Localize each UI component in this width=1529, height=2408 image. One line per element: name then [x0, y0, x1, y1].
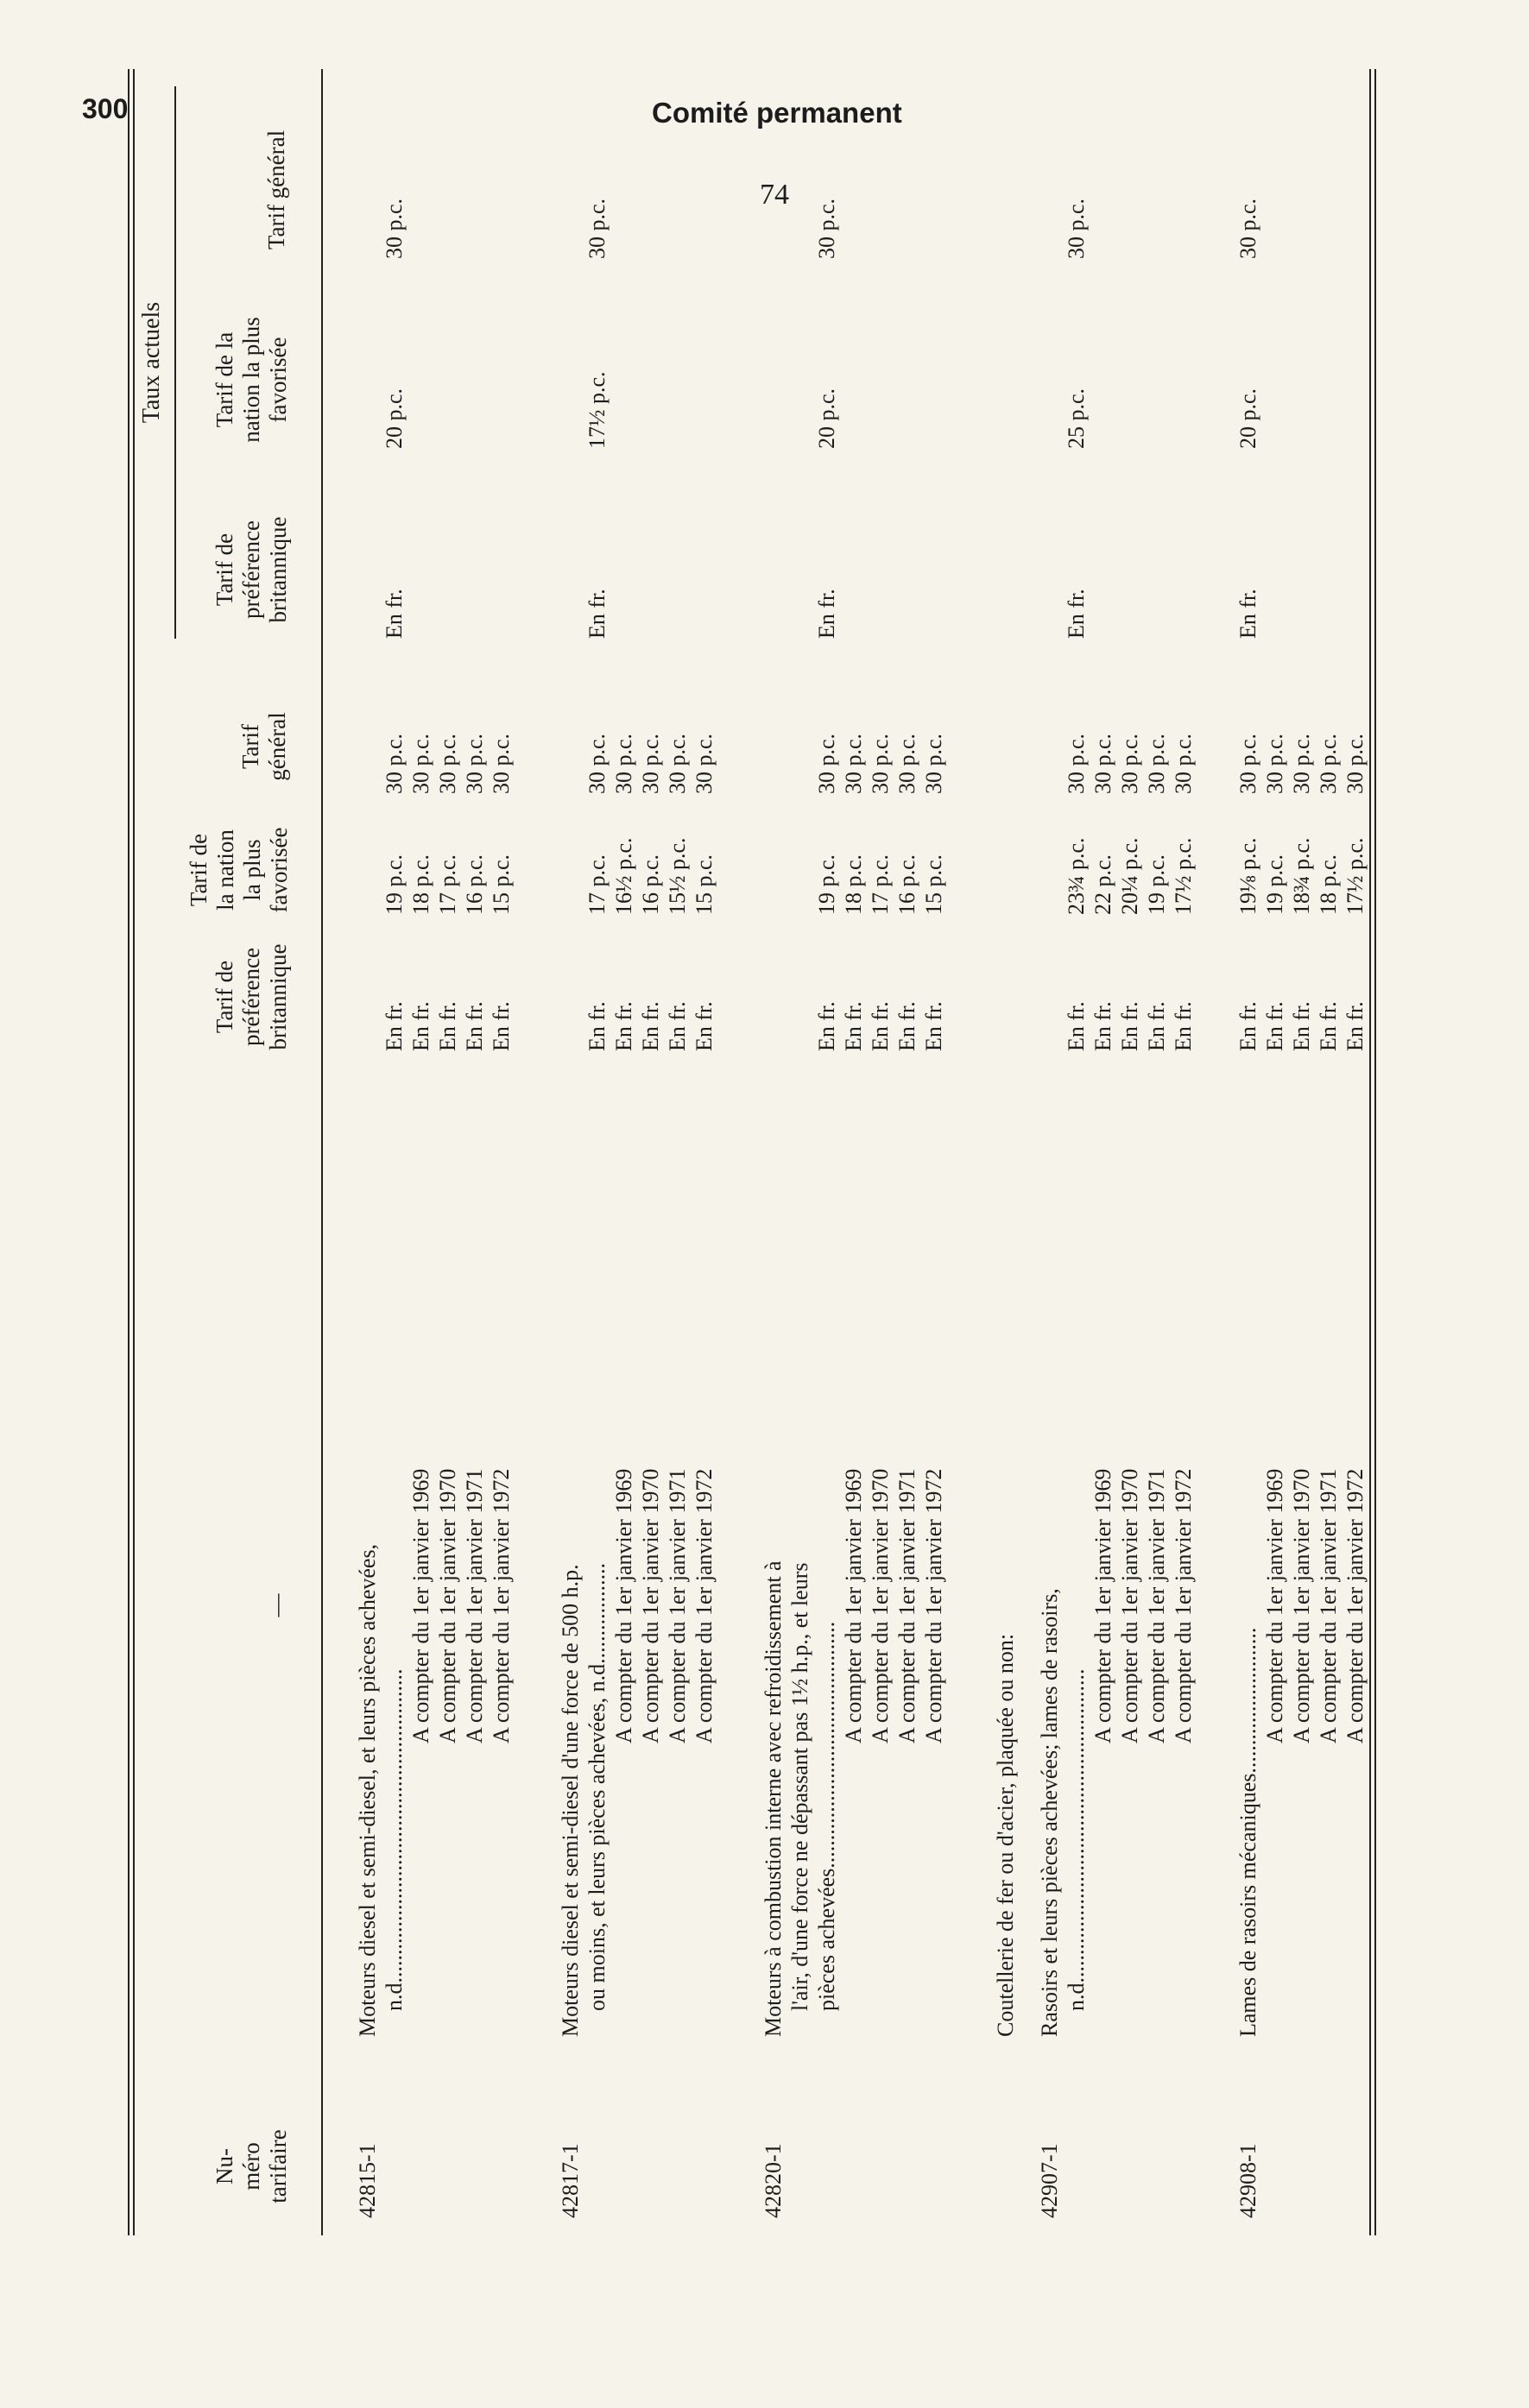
page-number: 300	[82, 93, 129, 124]
col-nation: 17 p.c. 16½ p.c. 16 p.c. 15½ p.c. 15 p.c.	[584, 837, 717, 915]
col-brit: En fr. En fr. En fr. En fr. En fr.	[382, 1001, 514, 1051]
col-taux-brit: En fr.	[1235, 589, 1260, 639]
header-dash: —	[263, 1593, 289, 1617]
row-description: Moteurs diesel et semi-diesel, et leurs pièces achevées, n.d........................................................ A compter du 1er janvier 1969 A compter du 1er janvier 1970 A compter du 1er janvier 1971 A compter du 1er janvier 1972	[355, 1468, 514, 2037]
col-taux-brit: En fr.	[1064, 589, 1089, 639]
col-brit: En fr. En fr. En fr. En fr. En fr.	[814, 1001, 946, 1051]
header-num: Nu- méro tarifaire	[212, 2129, 291, 2203]
tariff-number: 42815-1	[355, 2143, 380, 2218]
header-taux-general: Tarif général	[263, 129, 289, 250]
col-taux-nation: 20 p.c.	[814, 388, 839, 449]
section-heading: Coutellerie de fer ou d'acier, plaquée ou non:	[993, 1633, 1018, 2037]
col-taux-general: 30 p.c.	[1064, 198, 1089, 259]
tariff-number: 42907-1	[1037, 2143, 1062, 2218]
col-brit: En fr. En fr. En fr. En fr. En fr.	[1235, 1001, 1368, 1051]
table-number: 74	[760, 179, 789, 211]
row-description: Moteurs à combustion interne avec refroidissement à l'air, d'une force ne dépassant pas 1½ h.p., et leurs pièces achevées............................................ A compter du 1er janvier 1969 A compter du 1er janvier 1970 A compter du 1er janvier 1971 A compter du 1er janvier 1972	[761, 1468, 946, 2037]
col-taux-general: 30 p.c.	[584, 198, 610, 259]
tariff-number: 42908-1	[1235, 2143, 1260, 2218]
col-taux-brit: En fr.	[584, 589, 610, 639]
tariff-table	[121, 69, 1381, 2235]
taux-underline	[174, 86, 176, 639]
col-taux-general: 30 p.c.	[1235, 198, 1260, 259]
col-nation: 19 p.c. 18 p.c. 17 p.c. 16 p.c. 15 p.c.	[814, 854, 946, 915]
col-nation: 23¾ p.c. 22 p.c. 20¼ p.c. 19 p.c. 17½ p.c.	[1064, 837, 1196, 915]
col-brit: En fr. En fr. En fr. En fr. En fr.	[1064, 1001, 1196, 1051]
header-general: Tarif général	[237, 712, 290, 781]
table-top-rule-2	[133, 69, 135, 2235]
header-bottom-rule	[321, 69, 323, 2235]
table-bottom-rule	[1369, 69, 1371, 2235]
header-taux-nation: Tarif de la nation la plus favorisée	[212, 317, 291, 443]
col-taux-nation: 20 p.c.	[1235, 388, 1260, 449]
row-description: Rasoirs et leurs pièces achevées; lames de rasoirs, n.d........................................................ A compter du 1er janvier 1969 A compter du 1er janvier 1970 A compter du 1er janvier 1971 A compter du 1er janvier 1972	[1037, 1468, 1196, 2037]
col-nation: 19⅛ p.c. 19 p.c. 18¾ p.c. 18 p.c. 17½ p.c.	[1235, 837, 1368, 915]
header-taux-actuels: Taux actuels	[138, 301, 165, 424]
col-nation: 19 p.c. 18 p.c. 17 p.c. 16 p.c. 15 p.c.	[382, 854, 514, 915]
col-general: 30 p.c. 30 p.c. 30 p.c. 30 p.c. 30 p.c.	[1064, 733, 1196, 794]
col-taux-nation: 25 p.c.	[1064, 388, 1089, 449]
col-taux-nation: 17½ p.c.	[584, 371, 610, 449]
table-top-rule	[128, 69, 130, 2235]
col-general: 30 p.c. 30 p.c. 30 p.c. 30 p.c. 30 p.c.	[584, 733, 717, 794]
row-description: Moteurs diesel et semi-diesel d'une force de 500 h.p. ou moins, et leurs pièces achevées, n.d.................. A compter du 1er janvier 1969 A compter du 1er janvier 1970 A compter du 1er janvier 1971 A compter du 1er janvier 1972	[558, 1468, 717, 2037]
tariff-number: 42817-1	[558, 2143, 583, 2218]
col-taux-brit: En fr.	[382, 589, 407, 639]
col-taux-brit: En fr.	[814, 589, 839, 639]
col-general: 30 p.c. 30 p.c. 30 p.c. 30 p.c. 30 p.c.	[1235, 733, 1368, 794]
col-general: 30 p.c. 30 p.c. 30 p.c. 30 p.c. 30 p.c.	[382, 733, 514, 794]
col-taux-general: 30 p.c.	[814, 198, 839, 259]
tariff-number: 42820-1	[761, 2143, 786, 2218]
col-taux-nation: 20 p.c.	[382, 388, 407, 449]
row-description: Lames de rasoirs mécaniques.......................... A compter du 1er janvier 1969 A compter du 1er janvier 1970 A compter du 1er janvier 1971 A compter du 1er janvier 1972	[1235, 1468, 1368, 2037]
header-brit: Tarif de préférence britannique	[212, 943, 291, 1050]
header-taux-brit: Tarif de préférence britannique	[212, 516, 291, 623]
col-taux-general: 30 p.c.	[382, 198, 407, 259]
running-head: Comité permanent	[652, 97, 902, 129]
col-general: 30 p.c. 30 p.c. 30 p.c. 30 p.c. 30 p.c.	[814, 733, 946, 794]
table-bottom-rule-2	[1374, 69, 1376, 2235]
header-nation: Tarif de la nation la plus favorisée	[186, 827, 292, 913]
col-brit: En fr. En fr. En fr. En fr. En fr.	[584, 1001, 717, 1051]
